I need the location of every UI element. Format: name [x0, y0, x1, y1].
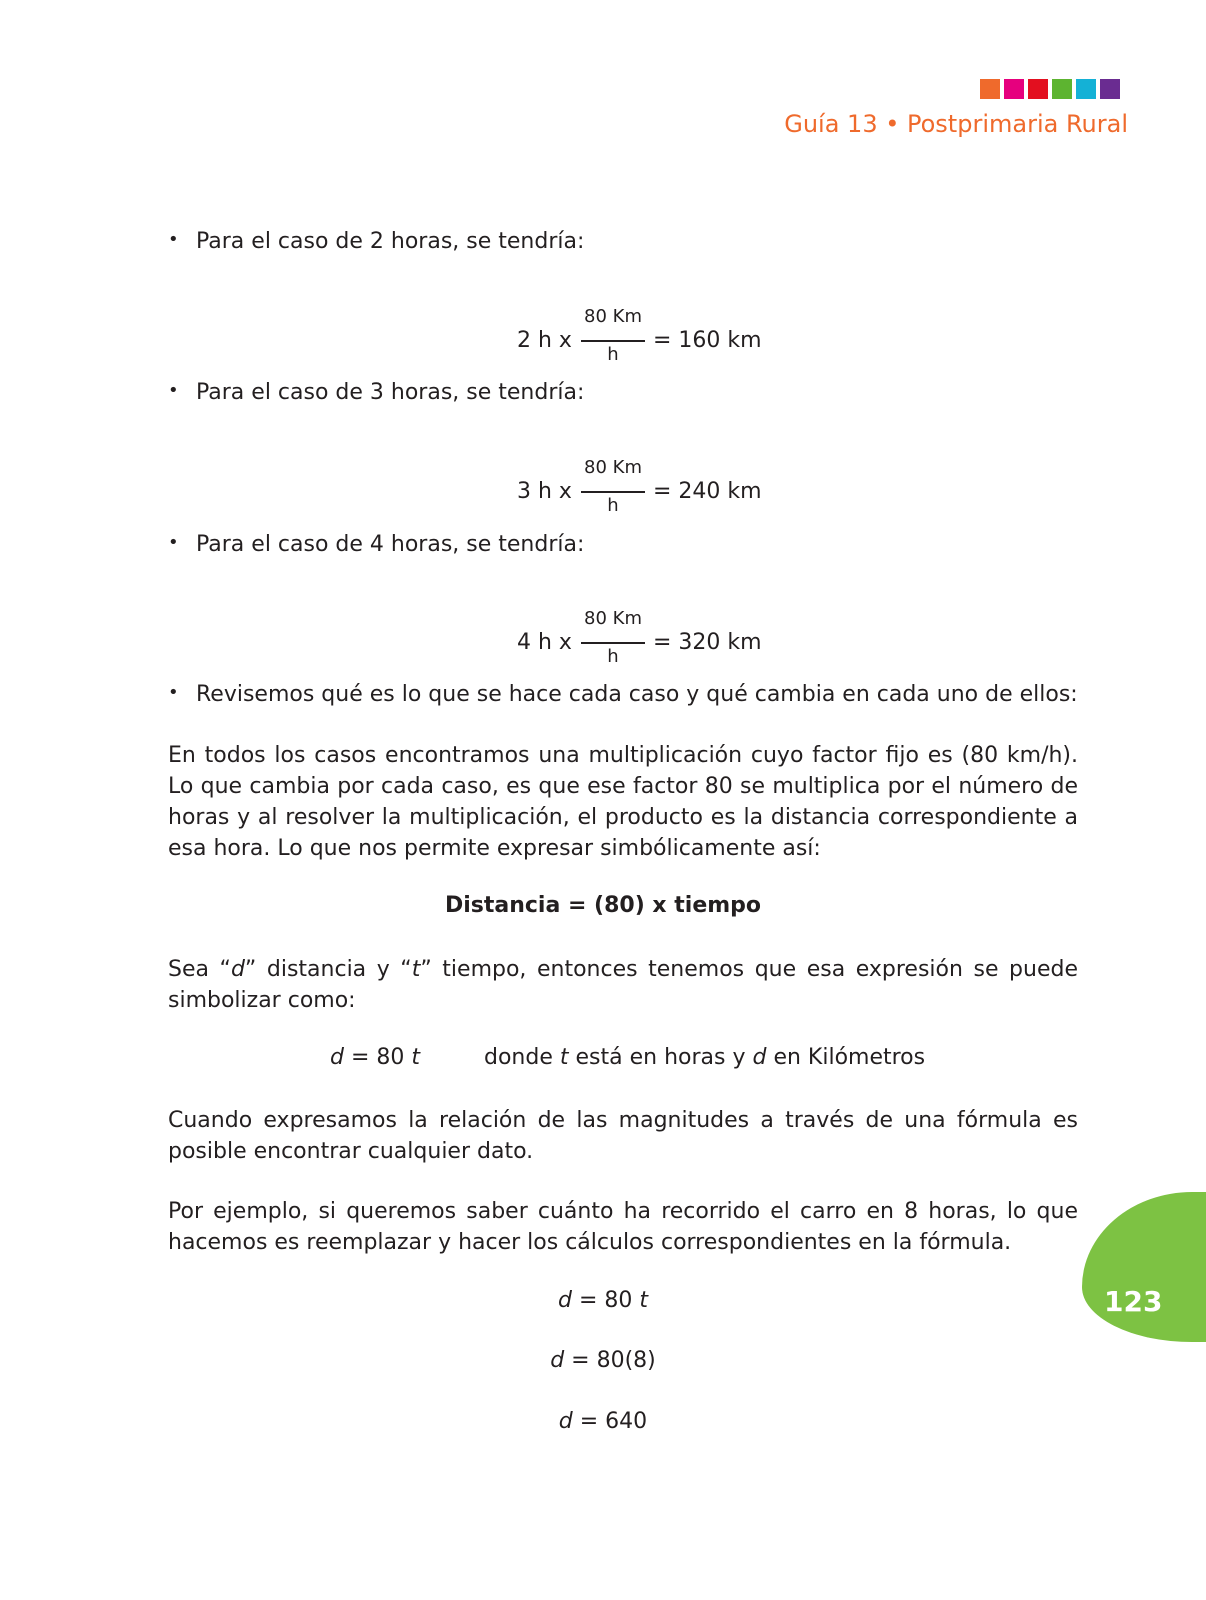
variable-d: d	[752, 1045, 767, 1070]
color-swatch-strip	[980, 79, 1120, 99]
fraction-numerator: 80 Km	[584, 608, 642, 629]
equation-lhs: 3 h x	[517, 479, 572, 504]
step-expression: = 640	[572, 1409, 648, 1434]
text-run: ” tiempo, entonces tenemos que esa expresión se puede simbolizar como:	[168, 957, 1079, 1013]
step-expression: = 80	[571, 1288, 640, 1313]
text-run: donde	[484, 1045, 560, 1070]
bullet-symbol: •	[168, 682, 179, 703]
fraction-denominator: h	[607, 344, 619, 365]
calculation-step-2	[0, 1348, 1206, 1373]
equation-result: = 240 km	[653, 479, 762, 504]
bullet-symbol: •	[168, 532, 179, 553]
variable-d: d	[230, 957, 245, 982]
symbolic-formula	[330, 1045, 420, 1070]
page-number: 123	[1104, 1285, 1163, 1318]
bullet-text: Para el caso de 3 horas, se tendría:	[196, 380, 585, 405]
example-paragraph: Por ejemplo, si queremos saber cuánto ha recorrido el carro en 8 horas, lo que hacemos es reemplazar y hacer los cálculos correspondientes en la fórmula.	[168, 1199, 1078, 1255]
variable-d: d	[330, 1045, 344, 1070]
page-number-tab	[1082, 1192, 1206, 1342]
text-run: ” distancia y “	[244, 957, 412, 982]
text-run: en Kilómetros	[766, 1045, 926, 1070]
formula-units-note	[484, 1045, 925, 1070]
color-swatch-orange	[980, 79, 1000, 99]
color-swatch-purple	[1100, 79, 1120, 99]
equation-3-hours	[517, 457, 817, 527]
fraction-bar	[581, 340, 645, 342]
bullet-text: Revisemos qué es lo que se hace cada caso y qué cambia en cada uno de ellos:	[196, 682, 1078, 707]
bullet-symbol: •	[168, 229, 179, 250]
fraction-bar	[581, 642, 645, 644]
formula-operator: = 80	[343, 1045, 412, 1070]
color-swatch-cyan	[1076, 79, 1096, 99]
equation-4-hours	[517, 608, 817, 678]
calculation-step-1	[0, 1288, 1206, 1313]
equation-lhs: 4 h x	[517, 630, 572, 655]
color-swatch-red	[1028, 79, 1048, 99]
equation-result: = 320 km	[653, 630, 762, 655]
fraction-bar	[581, 491, 645, 493]
calculation-step-3	[0, 1409, 1206, 1434]
variable-t: t	[411, 1045, 421, 1070]
symbol-definition-paragraph	[168, 954, 1078, 1016]
text-run: Sea “	[168, 957, 231, 982]
variable-d: d	[557, 1288, 572, 1313]
running-header: Guía 13 • Postprimaria Rural	[784, 110, 1128, 138]
fraction-denominator: h	[607, 646, 619, 667]
equation-2-hours	[517, 306, 817, 376]
bullet-symbol: •	[168, 380, 179, 401]
variable-t: t	[639, 1288, 649, 1313]
step-expression: = 80(8)	[564, 1348, 656, 1373]
variable-t: t	[411, 957, 421, 982]
fraction-denominator: h	[607, 495, 619, 516]
variable-d: d	[558, 1409, 573, 1434]
formula-benefit-paragraph: Cuando expresamos la relación de las magnitudes a través de una fórmula es posible encontrar cualquier dato.	[168, 1108, 1078, 1164]
color-swatch-magenta	[1004, 79, 1024, 99]
variable-t: t	[559, 1045, 569, 1070]
bullet-text: Para el caso de 4 horas, se tendría:	[196, 532, 585, 557]
equation-lhs: 2 h x	[517, 328, 572, 353]
text-run: está en horas y	[568, 1045, 753, 1070]
distance-formula-heading: Distancia = (80) x tiempo	[444, 893, 762, 918]
color-swatch-green	[1052, 79, 1072, 99]
fraction-numerator: 80 Km	[584, 457, 642, 478]
fraction-numerator: 80 Km	[584, 306, 642, 327]
explanation-paragraph: En todos los casos encontramos una multiplicación cuyo factor fijo es (80 km/h). Lo que cambia por cada caso, es que ese factor 80 se multiplica por el número de horas y al resolver la multiplicación, el producto es la distancia correspondiente a esa hora. Lo que nos permite expresar simbólicamente así:	[168, 743, 1078, 861]
equation-result: = 160 km	[653, 328, 762, 353]
bullet-text: Para el caso de 2 horas, se tendría:	[196, 229, 585, 254]
variable-d: d	[550, 1348, 565, 1373]
